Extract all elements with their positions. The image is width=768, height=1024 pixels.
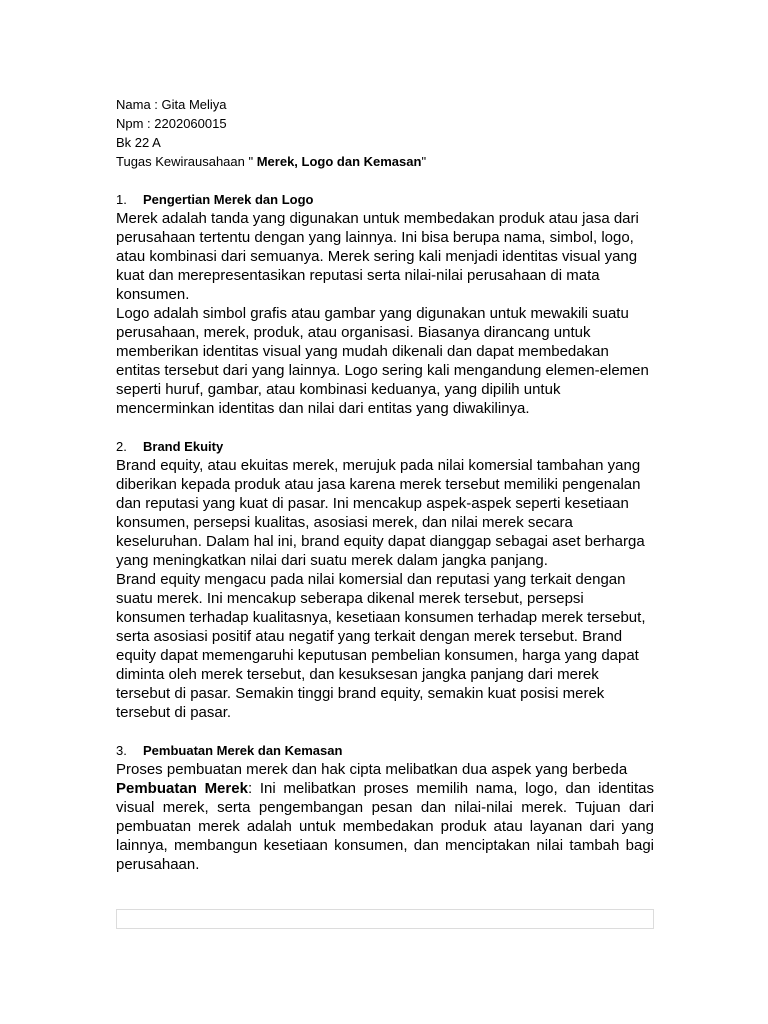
paragraph: Brand equity mengacu pada nilai komersial dan reputasi yang terkait dengan suatu merek. Ini mencakup seberapa dikenal merek tersebut, persepsi konsumen terhadap kualitasnya, kesetiaan konsumen terhadap merek tersebut, serta asosiasi positif atau negatif yang terkait dengan merek tersebut. Brand equity dapat memengaruhi keputusan pembelian konsumen, harga yang dapat diminta oleh merek tersebut, dan kesuksesan jangka panjang dari merek tersebut di pasar. Semakin tinggi brand equity, semakin kuat posisi merek tersebut di pasar. xyxy=(116,571,646,721)
task-title: Merek, Logo dan Kemasan xyxy=(256,154,422,169)
student-info xyxy=(116,95,654,171)
task-suffix: " xyxy=(421,154,427,169)
npm-line: Npm : 2202060015 xyxy=(116,116,227,131)
section-title: Pengertian Merek dan Logo xyxy=(143,192,314,207)
paragraph: Logo adalah simbol grafis atau gambar yang digunakan untuk mewakili suatu perusahaan, merek, produk, atau organisasi. Biasanya dirancang untuk memberikan identitas visual yang mudah dikenali dan dapat membedakan entitas tersebut dari yang lainnya. Logo sering kali mengandung elemen-elemen seperti huruf, gambar, atau kombinasi keduanya, yang dipilih untuk mencerminkan identitas dan nilai dari entitas yang diwakilinya. xyxy=(116,305,649,417)
section-heading-2 xyxy=(116,437,654,456)
section-number: 1. xyxy=(116,192,127,207)
section-title: Pembuatan Merek dan Kemasan xyxy=(143,743,343,758)
paragraph: Brand equity, atau ekuitas merek, merujuk pada nilai komersial tambahan yang diberikan kepada produk atau jasa karena merek tersebut memiliki pengenalan dan reputasi yang kuat di pasar. Ini mencakup aspek-aspek seperti kesetiaan konsumen, persepsi kualitas, asosiasi merek, dan nilai merek secara keseluruhan. Dalam hal ini, brand equity dapat dianggap sebagai aset berharga yang meningkatkan nilai dari suatu merek dalam jangka panjang. xyxy=(116,457,645,569)
empty-text-box xyxy=(116,909,654,929)
task-line xyxy=(116,152,654,171)
paragraph xyxy=(116,779,654,874)
section-body-1 xyxy=(116,209,654,418)
paragraph: Proses pembuatan merek dan hak cipta melibatkan dua aspek yang berbeda xyxy=(116,761,628,778)
paragraph: Merek adalah tanda yang digunakan untuk membedakan produk atau jasa dari perusahaan tertentu dengan yang lainnya. Ini bisa berupa nama, simbol, logo, atau kombinasi dari semuanya. Merek sering kali menjadi identitas visual yang kuat dan merepresentasikan reputasi serta nilai-nilai perusahaan di mata konsumen. xyxy=(116,210,639,303)
paragraph-text: : Ini melibatkan proses memilih nama, logo, dan identitas visual merek, serta pengembangan pesan dan nilai-nilai merek. Tujuan dari pembuatan merek adalah untuk membedakan produk atau layanan dari yang lainnya, membangun kesetiaan konsumen, dan menciptakan nilai tambah bagi perusahaan. xyxy=(116,780,654,873)
section-heading-1 xyxy=(116,190,654,209)
section-title: Brand Ekuity xyxy=(143,439,224,454)
section-number: 2. xyxy=(116,439,127,454)
section-body-3 xyxy=(116,760,654,874)
section-number: 3. xyxy=(116,743,127,758)
task-prefix: Tugas Kewirausahaan " xyxy=(116,154,257,169)
class-line: Bk 22 A xyxy=(116,135,161,150)
section-body-2 xyxy=(116,456,654,722)
section-heading-3 xyxy=(116,741,654,760)
name-line: Nama : Gita Meliya xyxy=(116,97,227,112)
document-content xyxy=(116,95,654,874)
bold-term: Pembuatan Merek xyxy=(116,780,248,797)
